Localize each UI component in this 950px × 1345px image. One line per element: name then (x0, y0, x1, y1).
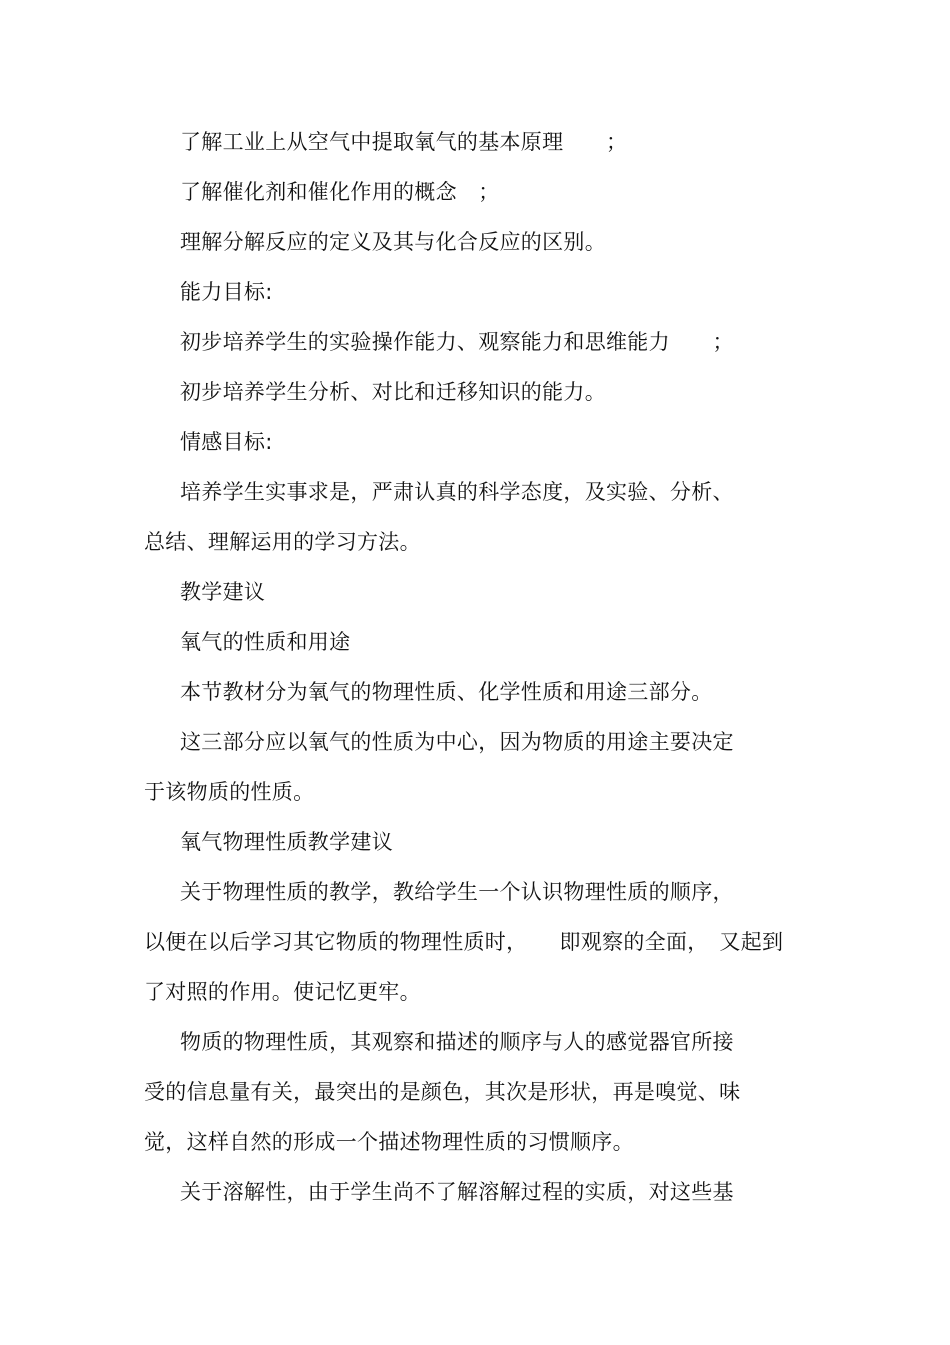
section-heading-oxygen: 氧气的性质和用途 (180, 630, 351, 654)
section-heading-teaching: 教学建议 (180, 580, 266, 604)
text-line-14: 于该物质的性质。 (144, 780, 315, 804)
text-line-21: 觉，这样自然的形成一个描述物理性质的习惯顺序。 (144, 1130, 634, 1154)
text-line-20: 受的信息量有关，最突出的是颜色，其次是形状，再是嗅觉、味 (144, 1080, 741, 1104)
text-line-19: 物质的物理性质，其观察和描述的顺序与人的感觉器官所接 (180, 1030, 734, 1054)
section-heading-emotion: 情感目标: (180, 430, 273, 454)
text-line-22: 关于溶解性，由于学生尚不了解溶解过程的实质，对这些基 (180, 1180, 734, 1204)
text-line-1: 了解工业上从空气中提取氧气的基本原理 ； (180, 130, 628, 154)
text-line-12: 本节教材分为氧气的物理性质、化学性质和用途三部分。 (180, 680, 713, 704)
text-line-17: 以便在以后学习其它物质的物理性质时， 即观察的全面， 又起到 (144, 930, 784, 954)
text-line-9: 总结、理解运用的学习方法。 (144, 530, 421, 554)
text-line-8: 培养学生实事求是，严肃认真的科学态度，及实验、分析、 (180, 480, 734, 504)
text-line-16: 关于物理性质的教学，教给学生一个认识物理性质的顺序， (180, 880, 734, 904)
text-line-6: 初步培养学生分析、对比和迁移知识的能力。 (180, 380, 606, 404)
text-line-3: 理解分解反应的定义及其与化合反应的区别。 (180, 230, 606, 254)
text-line-13: 这三部分应以氧气的性质为中心，因为物质的用途主要决定 (180, 730, 734, 754)
text-line-18: 了对照的作用。使记忆更牢。 (144, 980, 421, 1004)
text-line-5: 初步培养学生的实验操作能力、观察能力和思维能力 ； (180, 330, 734, 354)
section-heading-ability: 能力目标: (180, 280, 273, 304)
section-heading-physical: 氧气物理性质教学建议 (180, 830, 393, 854)
text-line-2: 了解催化剂和催化作用的概念 ； (180, 180, 500, 204)
